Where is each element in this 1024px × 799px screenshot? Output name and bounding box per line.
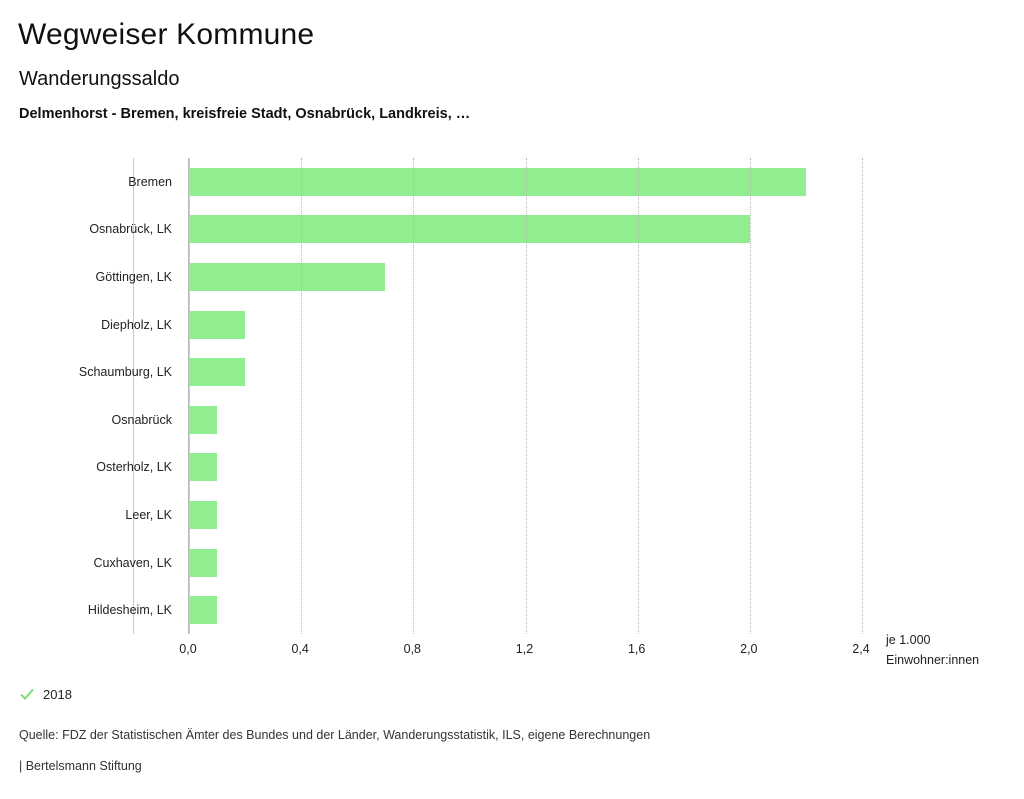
bar[interactable] — [189, 168, 806, 196]
page-title: Wegweiser Kommune — [18, 18, 315, 51]
gridline — [413, 158, 414, 634]
chart-subtitle: Wanderungssaldo — [19, 68, 180, 90]
category-label: Hildesheim, LK — [87, 603, 172, 618]
category-label: Bremen — [128, 174, 172, 189]
category-label-wrap — [0, 491, 172, 539]
x-axis-unit-line1: je 1.000 — [886, 633, 931, 647]
category-label-wrap — [0, 253, 172, 301]
category-label: Diepholz, LK — [101, 317, 172, 332]
gridline — [301, 158, 302, 634]
category-label-wrap — [0, 158, 172, 206]
check-icon — [19, 686, 35, 702]
gridline — [189, 158, 190, 634]
x-tick-label: 0,0 — [179, 642, 197, 656]
category-label-wrap — [0, 206, 172, 254]
category-label: Göttingen, LK — [95, 269, 172, 284]
bar[interactable] — [189, 501, 217, 529]
bar-chart — [0, 150, 1024, 670]
x-axis-unit — [886, 630, 979, 670]
source-note: Quelle: FDZ der Statistischen Ämter des Bundes und der Länder, Wanderungsstatistik, ILS, eigene Berechnungen — [19, 728, 651, 742]
category-label: Cuxhaven, LK — [93, 555, 172, 570]
category-label: Schaumburg, LK — [78, 365, 172, 380]
gridline — [750, 158, 751, 634]
y-axis-category-labels — [0, 158, 172, 634]
bar[interactable] — [189, 406, 217, 434]
x-tick-label: 1,6 — [627, 642, 646, 656]
brand-note: | Bertelsmann Stiftung — [19, 759, 142, 773]
legend[interactable] — [19, 686, 72, 702]
x-tick-label: 2,4 — [852, 642, 870, 656]
gridline — [526, 158, 527, 634]
plot-area — [188, 158, 862, 634]
bar[interactable] — [189, 596, 217, 624]
category-label-wrap — [0, 539, 172, 587]
gridline — [638, 158, 639, 634]
gridline — [862, 158, 863, 634]
x-tick-label: 0,4 — [291, 642, 309, 656]
x-axis-unit-line2: Einwohner:innen — [886, 653, 980, 667]
bar[interactable] — [189, 263, 385, 291]
category-label-wrap — [0, 396, 172, 444]
bar[interactable] — [189, 215, 750, 243]
category-label-wrap — [0, 586, 172, 634]
category-label: Osnabrück, LK — [89, 222, 172, 237]
category-label: Osterholz, LK — [96, 460, 172, 475]
bar[interactable] — [189, 549, 217, 577]
x-tick-label: 1,2 — [515, 642, 534, 656]
x-axis-tick-labels — [179, 642, 870, 664]
x-tick-label: 0,8 — [403, 642, 422, 656]
x-tick-label: 2,0 — [740, 642, 758, 656]
category-label-wrap — [0, 444, 172, 492]
bar[interactable] — [189, 358, 245, 386]
category-label: Osnabrück — [111, 412, 172, 427]
region-list: Delmenhorst - Bremen, kreisfreie Stadt, Osnabrück, Landkreis, … — [19, 106, 471, 122]
category-label-wrap — [0, 301, 172, 349]
bar[interactable] — [189, 453, 217, 481]
bar[interactable] — [189, 311, 245, 339]
category-label: Leer, LK — [125, 507, 172, 522]
category-label-wrap — [0, 348, 172, 396]
legend-label: 2018 — [43, 686, 72, 702]
